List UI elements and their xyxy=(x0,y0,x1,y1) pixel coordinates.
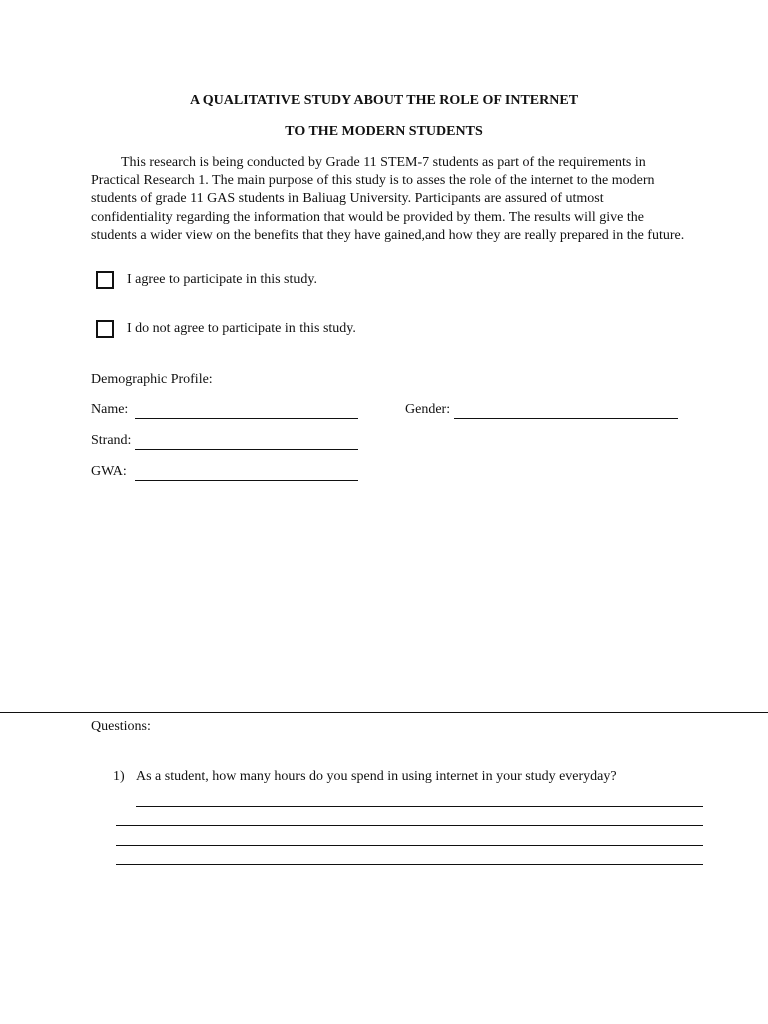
agree-checkbox[interactable] xyxy=(96,271,114,289)
answer-line[interactable] xyxy=(116,825,703,826)
questions-heading: Questions: xyxy=(91,719,151,734)
gwa-label: GWA: xyxy=(91,464,127,479)
strand-label: Strand: xyxy=(91,433,132,448)
demographic-heading: Demographic Profile: xyxy=(91,372,213,387)
agree-label: I agree to participate in this study. xyxy=(127,272,317,287)
agree-option[interactable] xyxy=(96,271,317,289)
strand-field[interactable] xyxy=(135,449,358,450)
answer-line[interactable] xyxy=(136,806,703,807)
name-label: Name: xyxy=(91,402,129,417)
disagree-label: I do not agree to participate in this study. xyxy=(127,321,356,336)
answer-line[interactable] xyxy=(116,864,703,865)
intro-text: This research is being conducted by Grade 11 STEM-7 students as part of the requirements in Practical Research 1. The main purpose of this study is to asses the role of the internet to the modern students of grade 11 GAS students in Baliuag University. Participants are assured of utmost confidentiality regarding the information that would be provided by them. The results will give the students a wider view on the benefits that they have gained,and how they are really prepared in the future. xyxy=(91,155,685,243)
answer-line[interactable] xyxy=(116,845,703,846)
name-field[interactable] xyxy=(135,418,358,419)
gender-label: Gender: xyxy=(405,402,451,417)
question-text: As a student, how many hours do you spend in using internet in your study everyday? xyxy=(136,769,617,784)
document-title-line-2: TO THE MODERN STUDENTS xyxy=(285,124,483,139)
disagree-checkbox[interactable] xyxy=(96,320,114,338)
gender-field[interactable] xyxy=(454,418,678,419)
document-title-line-1: A QUALITATIVE STUDY ABOUT THE ROLE OF INTERNET xyxy=(189,93,579,108)
disagree-option[interactable] xyxy=(96,320,356,338)
page-divider xyxy=(0,712,768,713)
question-number: 1) xyxy=(113,769,125,784)
gwa-field[interactable] xyxy=(135,480,358,481)
intro-paragraph xyxy=(91,154,685,245)
